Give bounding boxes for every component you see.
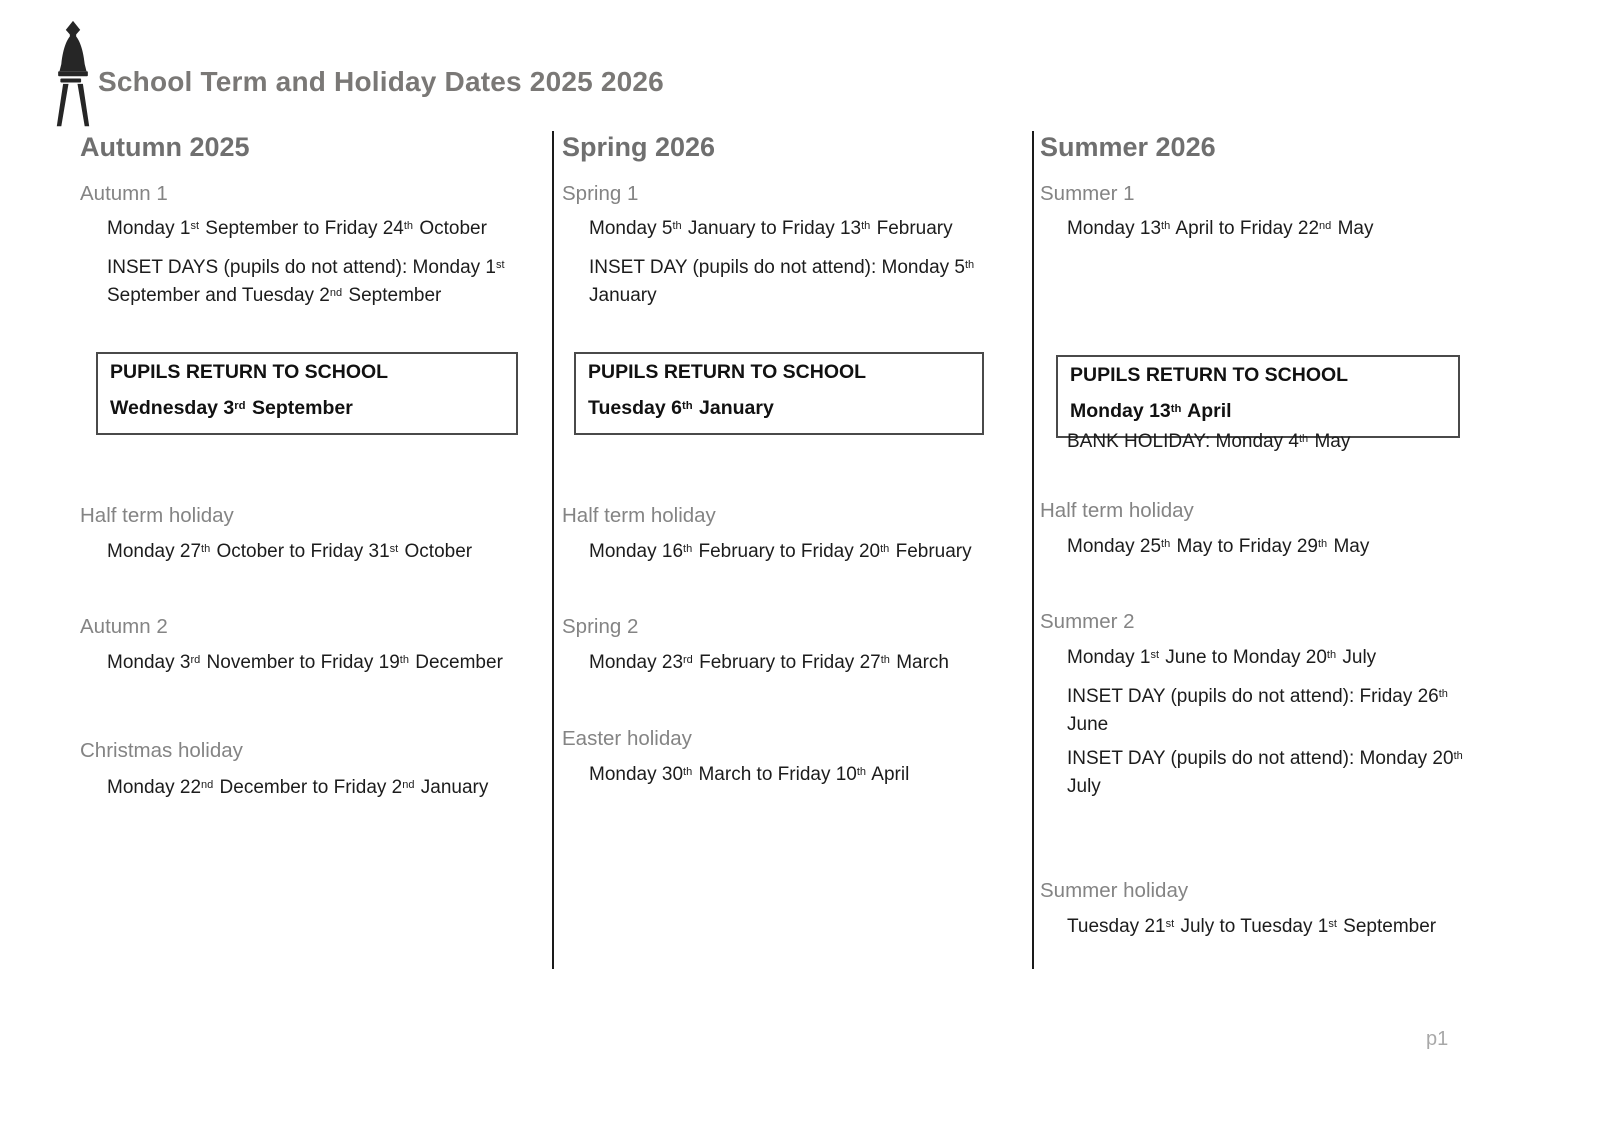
pupils-return-box (96, 352, 518, 435)
column-title: Spring 2026 (562, 132, 716, 162)
pupils-return-box (1056, 355, 1460, 438)
half-term-dates: Monday 16th February to Friday 20th February (589, 541, 972, 562)
holiday-dates: Monday 22nd December to Friday 2nd January (107, 777, 489, 798)
term2-label: Autumn 2 (80, 615, 168, 638)
pupils-return-box (574, 352, 984, 435)
return-box-heading: PUPILS RETURN TO SCHOOL (588, 361, 867, 383)
term1-dates: Monday 13th April to Friday 22nd May (1067, 218, 1374, 239)
column-divider (1032, 131, 1034, 969)
school-tower-logo-icon (44, 20, 102, 128)
half-term-label: Half term holiday (80, 504, 234, 527)
return-box-date: Wednesday 3rd September (110, 397, 353, 419)
term2-inset-day-2: INSET DAY (pupils do not attend): Monday 20th July (1067, 748, 1463, 797)
term2-dates: Monday 1st June to Monday 20th July (1067, 647, 1377, 668)
term1-inset-day: INSET DAY (pupils do not attend): Monday 5th January (589, 257, 975, 306)
term2-dates: Monday 3rd November to Friday 19th December (107, 652, 503, 673)
term1-inset-days: INSET DAYS (pupils do not attend): Monday 1st September and Tuesday 2nd September (107, 257, 505, 306)
half-term-dates: Monday 25th May to Friday 29th May (1067, 536, 1370, 557)
bank-holiday-line: BANK HOLIDAY: Monday 4th May (1067, 431, 1351, 452)
column-title: Summer 2026 (1040, 132, 1216, 162)
holiday-label: Easter holiday (562, 727, 692, 750)
term1-label: Spring 1 (562, 182, 639, 205)
holiday-label: Summer holiday (1040, 879, 1189, 902)
holiday-dates: Tuesday 21st July to Tuesday 1st September (1067, 916, 1437, 937)
term2-dates: Monday 23rd February to Friday 27th March (589, 652, 949, 673)
half-term-label: Half term holiday (562, 504, 716, 527)
holiday-dates: Monday 30th March to Friday 10th April (589, 764, 910, 785)
term2-inset-day-1: INSET DAY (pupils do not attend): Friday 26th June (1067, 686, 1448, 735)
half-term-dates: Monday 27th October to Friday 31st October (107, 541, 473, 562)
page-number: p1 (1426, 1028, 1449, 1050)
holiday-label: Christmas holiday (80, 739, 243, 762)
column-title: Autumn 2025 (80, 132, 250, 162)
return-box-date: Monday 13th April (1070, 400, 1232, 422)
term1-dates: Monday 5th January to Friday 13th February (589, 218, 953, 239)
return-box-heading: PUPILS RETURN TO SCHOOL (1070, 364, 1349, 386)
term1-label: Autumn 1 (80, 182, 168, 205)
return-box-heading: PUPILS RETURN TO SCHOOL (110, 361, 389, 383)
return-box-date: Tuesday 6th January (588, 397, 774, 419)
column-divider (552, 131, 554, 969)
page-title: School Term and Holiday Dates 2025 2026 (98, 66, 664, 97)
term2-label: Spring 2 (562, 615, 639, 638)
term1-label: Summer 1 (1040, 182, 1135, 205)
term1-dates: Monday 1st September to Friday 24th October (107, 218, 487, 239)
term2-label: Summer 2 (1040, 610, 1135, 633)
half-term-label: Half term holiday (1040, 499, 1194, 522)
